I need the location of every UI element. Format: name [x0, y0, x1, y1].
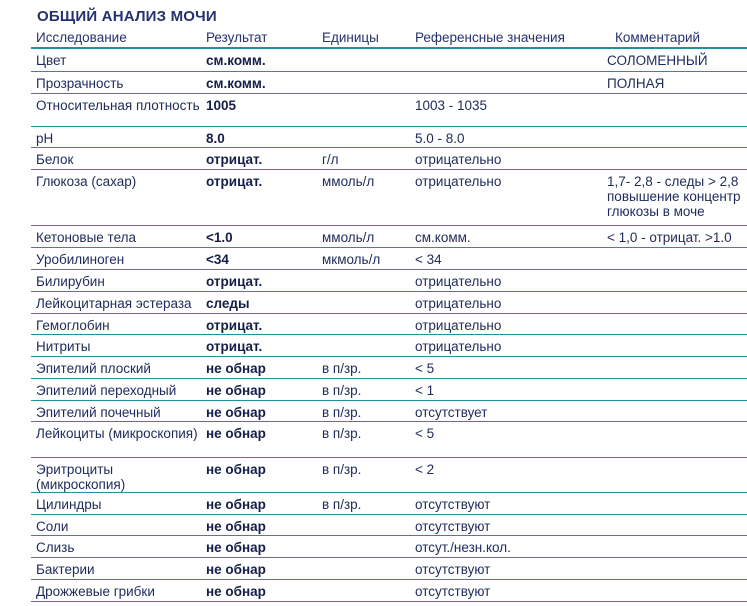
cell-comment [601, 457, 747, 492]
cell-reference: отсутствуют [410, 492, 601, 514]
table-row [31, 557, 747, 579]
cell-test: Кетоновые тела [31, 225, 201, 247]
cell-reference: отрицательно [410, 291, 601, 313]
cell-units [317, 126, 410, 147]
cell-result: не обнар [201, 378, 317, 400]
cell-units: мкмоль/л [317, 247, 410, 269]
cell-reference: 1003 - 1035 [410, 93, 601, 126]
table-row [31, 535, 747, 557]
cell-reference: < 5 [410, 356, 601, 378]
cell-result: следы [201, 291, 317, 313]
cell-reference: см.комм. [410, 225, 601, 247]
cell-result: см.комм. [201, 48, 317, 71]
cell-reference: отсутствуют [410, 579, 601, 601]
cell-reference: отсутствуют [410, 514, 601, 535]
cell-test: Эритроциты (микроскопия) [31, 457, 201, 492]
cell-comment [601, 48, 747, 71]
table-row [31, 247, 747, 269]
cell-units: ммоль/л [317, 225, 410, 247]
table-row [31, 48, 747, 71]
cell-comment [601, 421, 747, 457]
cell-test: Бактерии [31, 557, 201, 579]
comment-line: ПОЛНАЯ [607, 75, 665, 91]
column-header-test: Исследование [31, 28, 201, 48]
cell-units: в п/зр. [317, 421, 410, 457]
cell-comment [601, 269, 747, 291]
cell-comment [601, 247, 747, 269]
cell-test: Эпителий плоский [31, 356, 201, 378]
cell-units: в п/зр. [317, 378, 410, 400]
cell-comment [601, 535, 747, 557]
cell-reference: < 1 [410, 378, 601, 400]
cell-result: отрицат. [201, 269, 317, 291]
cell-reference: отрицательно [410, 269, 601, 291]
cell-test: Эпителий переходный [31, 378, 201, 400]
cell-units [317, 93, 410, 126]
cell-reference: отрицательно [410, 147, 601, 169]
cell-result: см.комм. [201, 71, 317, 93]
table-row [31, 147, 747, 169]
cell-comment [601, 147, 747, 169]
cell-test: Цилиндры [31, 492, 201, 514]
cell-test: Эпителий почечный [31, 400, 201, 421]
cell-comment [601, 492, 747, 514]
table-row [31, 126, 747, 147]
cell-test: Лейкоциты (микроскопия) [31, 421, 201, 457]
cell-units [317, 579, 410, 601]
cell-test: Белок [31, 147, 201, 169]
cell-comment [601, 334, 747, 356]
comment-line: повышение концентр [607, 188, 741, 204]
cell-test: Слизь [31, 535, 201, 557]
cell-result: не обнар [201, 457, 317, 492]
cell-comment [601, 126, 747, 147]
cell-comment [601, 225, 747, 247]
cell-test: Относительная плотность [31, 93, 201, 126]
cell-result: <1.0 [201, 225, 317, 247]
cell-units [317, 514, 410, 535]
cell-test: Билирубин [31, 269, 201, 291]
report-title: ОБЩИЙ АНАЛИЗ МОЧИ [37, 8, 217, 25]
table-row [31, 457, 747, 492]
cell-comment [601, 313, 747, 334]
table-row [31, 71, 747, 93]
table-row [31, 334, 747, 356]
cell-result: отрицат. [201, 169, 317, 225]
table-row [31, 269, 747, 291]
column-header-units: Единицы [317, 28, 410, 48]
cell-reference [410, 48, 601, 71]
column-header-reference: Референсные значения [410, 28, 601, 48]
table-row [31, 514, 747, 535]
cell-units: в п/зр. [317, 400, 410, 421]
cell-units [317, 313, 410, 334]
cell-comment [601, 557, 747, 579]
urinalysis-table [31, 28, 747, 602]
cell-result: отрицат. [201, 147, 317, 169]
cell-test: Дрожжевые грибки [31, 579, 201, 601]
cell-test: Гемоглобин [31, 313, 201, 334]
cell-reference: < 5 [410, 421, 601, 457]
table-row [31, 400, 747, 421]
cell-result: не обнар [201, 356, 317, 378]
cell-reference: отсутствует [410, 400, 601, 421]
cell-units [317, 557, 410, 579]
cell-units: ммоль/л [317, 169, 410, 225]
cell-reference: 5.0 - 8.0 [410, 126, 601, 147]
cell-test: Нитриты [31, 334, 201, 356]
cell-test: Уробилиноген [31, 247, 201, 269]
table-row [31, 313, 747, 334]
cell-result: не обнар [201, 535, 317, 557]
cell-reference: < 34 [410, 247, 601, 269]
table-row [31, 169, 747, 225]
cell-units [317, 291, 410, 313]
cell-test: Цвет [31, 48, 201, 71]
cell-result: не обнар [201, 421, 317, 457]
cell-units [317, 334, 410, 356]
cell-comment [601, 356, 747, 378]
table-row [31, 225, 747, 247]
cell-comment [601, 579, 747, 601]
cell-units [317, 48, 410, 71]
table-row [31, 356, 747, 378]
cell-comment [601, 378, 747, 400]
comment-line: < 1,0 - отрицат. >1.0 [607, 229, 732, 245]
cell-reference: отрицательно [410, 313, 601, 334]
cell-test: Соли [31, 514, 201, 535]
cell-units: г/л [317, 147, 410, 169]
column-header-result: Результат [201, 28, 317, 48]
cell-comment [601, 514, 747, 535]
cell-result: <34 [201, 247, 317, 269]
cell-comment [601, 291, 747, 313]
cell-reference: отрицательно [410, 169, 601, 225]
cell-units [317, 269, 410, 291]
cell-comment [601, 169, 747, 225]
cell-reference: < 2 [410, 457, 601, 492]
cell-test: Лейкоцитарная эстераза [31, 291, 201, 313]
cell-result: отрицат. [201, 313, 317, 334]
cell-units: в п/зр. [317, 492, 410, 514]
column-header-comment: Комментарий [601, 28, 747, 48]
cell-units [317, 535, 410, 557]
cell-result: не обнар [201, 400, 317, 421]
cell-test: Прозрачность [31, 71, 201, 93]
cell-reference [410, 71, 601, 93]
table-header-row [31, 28, 747, 48]
comment-line: 1,7- 2,8 - следы > 2,8 [607, 173, 739, 189]
cell-units: в п/зр. [317, 457, 410, 492]
cell-result: отрицат. [201, 334, 317, 356]
cell-comment [601, 71, 747, 93]
table-row [31, 492, 747, 514]
table-row [31, 93, 747, 126]
table-row [31, 579, 747, 601]
cell-reference: отрицательно [410, 334, 601, 356]
cell-result: не обнар [201, 492, 317, 514]
cell-comment [601, 400, 747, 421]
table-row [31, 421, 747, 457]
cell-reference: отсут./незн.кол. [410, 535, 601, 557]
cell-result: не обнар [201, 557, 317, 579]
cell-result: не обнар [201, 579, 317, 601]
table-body [31, 48, 747, 601]
comment-line: СОЛОМЕННЫЙ [607, 53, 708, 68]
cell-result: 8.0 [201, 126, 317, 147]
table-row [31, 378, 747, 400]
cell-units: в п/зр. [317, 356, 410, 378]
cell-reference: отсутствуют [410, 557, 601, 579]
cell-test: Глюкоза (сахар) [31, 169, 201, 225]
comment-line: глюкозы в моче [607, 203, 705, 219]
cell-result: не обнар [201, 514, 317, 535]
cell-test: pH [31, 126, 201, 147]
cell-comment [601, 93, 747, 126]
table-row [31, 291, 747, 313]
cell-result: 1005 [201, 93, 317, 126]
cell-units [317, 71, 410, 93]
